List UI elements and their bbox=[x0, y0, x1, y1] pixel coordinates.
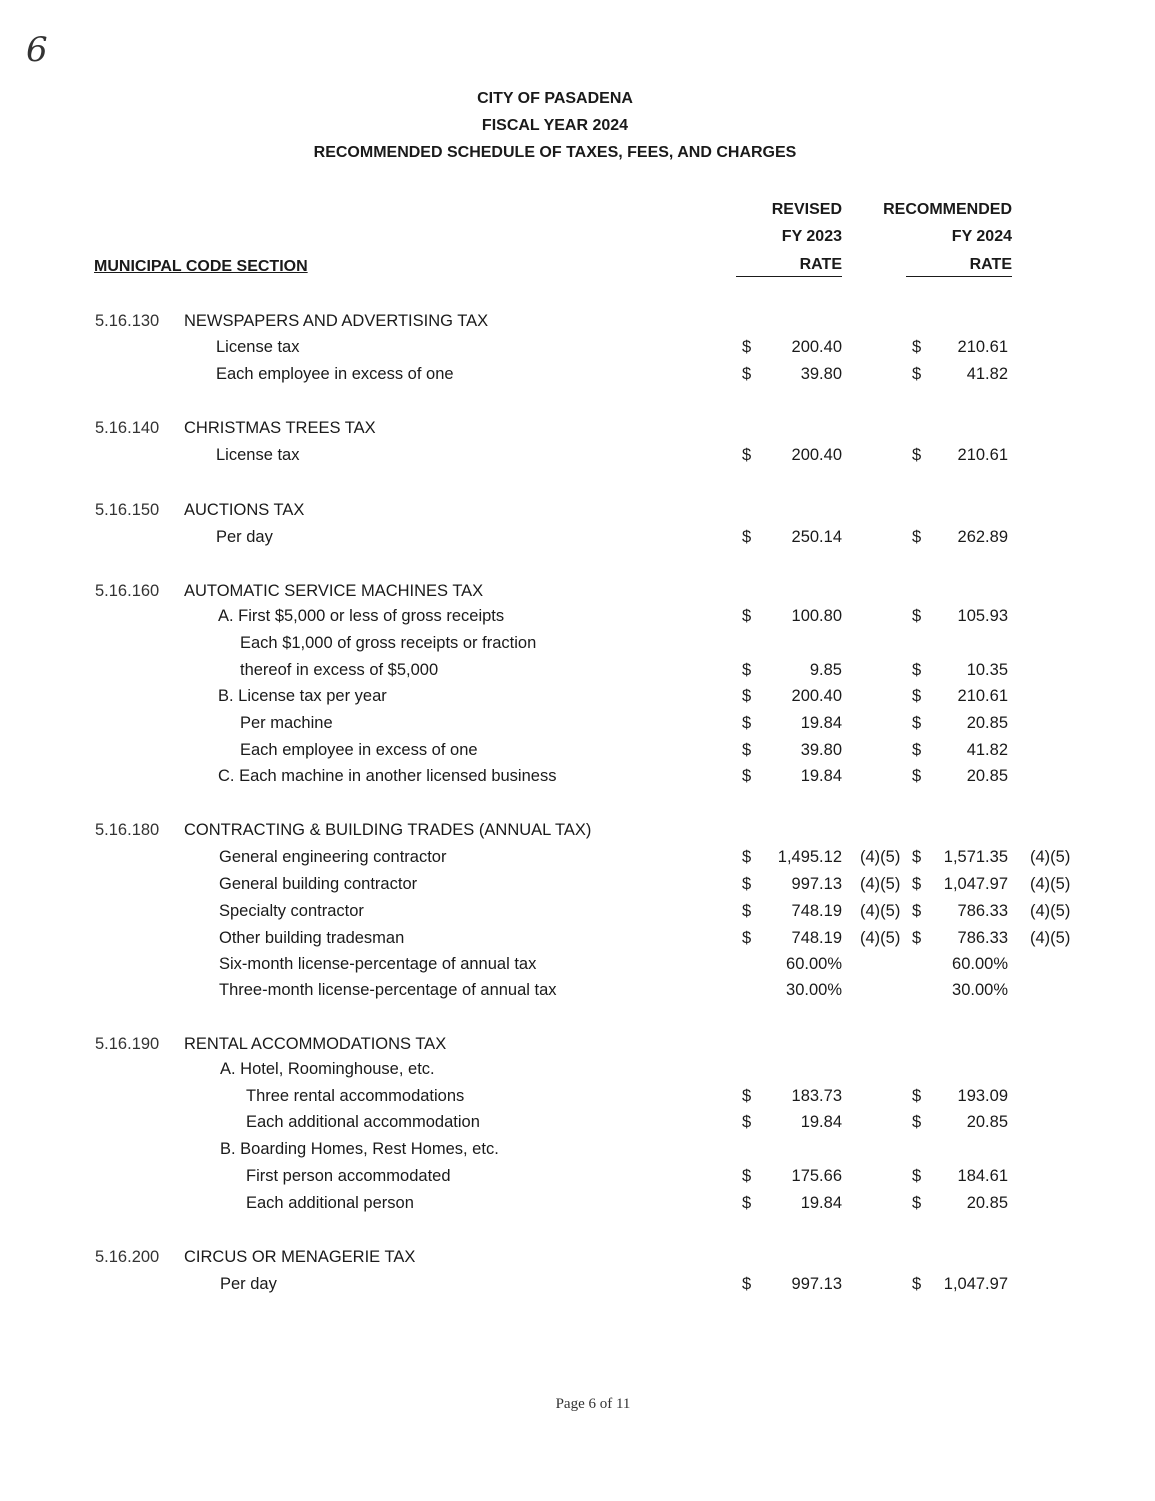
fy2024-dollar-sign: $ bbox=[912, 741, 922, 759]
fy2023-rate: 183.73 bbox=[791, 1087, 842, 1105]
fy2024-dollar-sign: $ bbox=[912, 1275, 922, 1293]
fy2023-dollar-sign: $ bbox=[742, 1087, 752, 1105]
rate-row bbox=[0, 902, 1155, 924]
section-title: NEWSPAPERS AND ADVERTISING TAX bbox=[184, 312, 489, 330]
fy2024-rate: 262.89 bbox=[957, 528, 1008, 546]
fy2023-dollar-sign: $ bbox=[742, 446, 752, 464]
handwritten-page-mark: 6 bbox=[26, 30, 48, 70]
item-label: First person accommodated bbox=[246, 1167, 451, 1185]
rate-row bbox=[0, 1060, 1155, 1082]
fy2024-dollar-sign: $ bbox=[912, 875, 922, 893]
rate-row bbox=[0, 607, 1155, 629]
item-label: Per day bbox=[220, 1275, 277, 1293]
fy2023-rate: 175.66 bbox=[791, 1167, 842, 1185]
fy2023-rate: 30.00% bbox=[786, 981, 842, 999]
rate-row bbox=[0, 981, 1155, 1003]
rate-row bbox=[0, 634, 1155, 656]
item-label: Three rental accommodations bbox=[246, 1087, 465, 1105]
fy2024-rate: 105.93 bbox=[957, 607, 1008, 625]
doc-title-schedule: RECOMMENDED SCHEDULE OF TAXES, FEES, AND CHARGES bbox=[313, 144, 797, 161]
fy2024-rate: 1,047.97 bbox=[943, 875, 1008, 893]
item-label: General engineering contractor bbox=[219, 848, 447, 866]
fy2024-rate: 60.00% bbox=[952, 955, 1008, 973]
fy2023-dollar-sign: $ bbox=[742, 929, 752, 947]
item-label: B. Boarding Homes, Rest Homes, etc. bbox=[220, 1140, 499, 1158]
section-title: CHRISTMAS TREES TAX bbox=[184, 419, 376, 437]
fy2024-rate: 20.85 bbox=[966, 1113, 1008, 1131]
item-label: B. License tax per year bbox=[218, 687, 387, 705]
fy2024-dollar-sign: $ bbox=[912, 687, 922, 705]
doc-title-city: CITY OF PASADENA bbox=[477, 90, 633, 107]
fy2023-note: (4)(5) bbox=[860, 875, 901, 893]
fy2023-rate: 200.40 bbox=[791, 446, 842, 464]
fy2023-note: (4)(5) bbox=[860, 902, 901, 920]
item-label: Per day bbox=[216, 528, 273, 546]
fy2024-rate: 210.61 bbox=[957, 446, 1008, 464]
fy2024-dollar-sign: $ bbox=[912, 929, 922, 947]
fy2023-rate: 19.84 bbox=[800, 767, 842, 785]
fy2024-rate: 20.85 bbox=[966, 1194, 1008, 1212]
item-label: thereof in excess of $5,000 bbox=[240, 661, 439, 679]
item-label: Each employee in excess of one bbox=[240, 741, 478, 759]
rate-row bbox=[0, 1140, 1155, 1162]
fy2024-rate: 184.61 bbox=[957, 1167, 1008, 1185]
fy2023-rate: 60.00% bbox=[786, 955, 842, 973]
rate-row bbox=[0, 767, 1155, 789]
fy2024-note: (4)(5) bbox=[1030, 848, 1071, 866]
section-row bbox=[0, 1035, 1155, 1057]
item-label: Other building tradesman bbox=[219, 929, 405, 947]
fy2024-dollar-sign: $ bbox=[912, 338, 922, 356]
item-label: A. Hotel, Roominghouse, etc. bbox=[220, 1060, 435, 1078]
fy2023-dollar-sign: $ bbox=[742, 875, 752, 893]
fy2024-dollar-sign: $ bbox=[912, 607, 922, 625]
fy2023-rate: 19.84 bbox=[800, 1113, 842, 1131]
fy2023-note: (4)(5) bbox=[860, 848, 901, 866]
rate-row bbox=[0, 929, 1155, 951]
fy2024-dollar-sign: $ bbox=[912, 1194, 922, 1212]
item-label: Per machine bbox=[240, 714, 333, 732]
col2-head-2: FY 2024 bbox=[951, 228, 1012, 245]
fy2024-dollar-sign: $ bbox=[912, 1167, 922, 1185]
fy2023-dollar-sign: $ bbox=[742, 1194, 752, 1212]
fy2023-rate: 1,495.12 bbox=[777, 848, 842, 866]
fy2024-dollar-sign: $ bbox=[912, 661, 922, 679]
fy2024-dollar-sign: $ bbox=[912, 1087, 922, 1105]
fy2024-rate: 786.33 bbox=[957, 929, 1008, 947]
item-label: Six-month license-percentage of annual tax bbox=[219, 955, 537, 973]
fy2023-dollar-sign: $ bbox=[742, 741, 752, 759]
item-label: License tax bbox=[216, 446, 300, 464]
item-label: Each additional accommodation bbox=[246, 1113, 480, 1131]
fy2023-rate: 250.14 bbox=[791, 528, 842, 546]
section-title: AUCTIONS TAX bbox=[184, 501, 305, 519]
fy2023-note: (4)(5) bbox=[860, 929, 901, 947]
fy2023-rate: 997.13 bbox=[791, 875, 842, 893]
fy2023-dollar-sign: $ bbox=[742, 767, 752, 785]
section-code: 5.16.140 bbox=[95, 419, 160, 437]
fy2023-rate: 19.84 bbox=[800, 1194, 842, 1212]
fy2024-rate: 786.33 bbox=[957, 902, 1008, 920]
fy2024-note: (4)(5) bbox=[1030, 875, 1071, 893]
fy2024-rate: 20.85 bbox=[966, 767, 1008, 785]
section-code: 5.16.160 bbox=[95, 582, 160, 600]
fy2023-dollar-sign: $ bbox=[742, 1275, 752, 1293]
section-row bbox=[0, 582, 1155, 604]
section-row bbox=[0, 501, 1155, 523]
section-code: 5.16.180 bbox=[95, 821, 160, 839]
fy2023-rate: 39.80 bbox=[800, 365, 842, 383]
fy2023-rate: 39.80 bbox=[800, 741, 842, 759]
fy2023-rate: 200.40 bbox=[791, 687, 842, 705]
fy2024-dollar-sign: $ bbox=[912, 528, 922, 546]
section-title: CIRCUS OR MENAGERIE TAX bbox=[184, 1248, 416, 1266]
page-number: Page 6 of 11 bbox=[555, 1396, 631, 1412]
fy2023-rate: 19.84 bbox=[800, 714, 842, 732]
rate-row bbox=[0, 1275, 1155, 1297]
section-title: RENTAL ACCOMMODATIONS TAX bbox=[184, 1035, 447, 1053]
col1-head-2: FY 2023 bbox=[781, 228, 842, 245]
section-row bbox=[0, 312, 1155, 334]
section-code: 5.16.150 bbox=[95, 501, 160, 519]
fy2024-dollar-sign: $ bbox=[912, 365, 922, 383]
fy2023-rate: 200.40 bbox=[791, 338, 842, 356]
rate-row bbox=[0, 875, 1155, 897]
fy2024-dollar-sign: $ bbox=[912, 848, 922, 866]
rate-row bbox=[0, 446, 1155, 468]
rate-row bbox=[0, 1167, 1155, 1189]
section-code: 5.16.190 bbox=[95, 1035, 160, 1053]
doc-title-fiscal-year: FISCAL YEAR 2024 bbox=[481, 117, 629, 134]
col2-head-3: RATE bbox=[906, 256, 1012, 277]
rate-row bbox=[0, 741, 1155, 763]
rate-row bbox=[0, 848, 1155, 870]
col2-head-1: RECOMMENDED bbox=[883, 201, 1012, 218]
fy2024-rate: 1,571.35 bbox=[943, 848, 1008, 866]
section-row bbox=[0, 821, 1155, 843]
item-label: Specialty contractor bbox=[219, 902, 364, 920]
item-label: Each employee in excess of one bbox=[216, 365, 454, 383]
fy2024-rate: 210.61 bbox=[957, 338, 1008, 356]
section-title: AUTOMATIC SERVICE MACHINES TAX bbox=[184, 582, 484, 600]
fy2024-note: (4)(5) bbox=[1030, 929, 1071, 947]
rate-row bbox=[0, 338, 1155, 360]
fy2024-rate: 20.85 bbox=[966, 714, 1008, 732]
fy2023-dollar-sign: $ bbox=[742, 607, 752, 625]
item-label: License tax bbox=[216, 338, 300, 356]
section-code: 5.16.130 bbox=[95, 312, 160, 330]
rate-row bbox=[0, 365, 1155, 387]
fy2023-dollar-sign: $ bbox=[742, 365, 752, 383]
municipal-code-section-header: MUNICIPAL CODE SECTION bbox=[94, 258, 308, 275]
fy2024-dollar-sign: $ bbox=[912, 1113, 922, 1131]
fy2024-dollar-sign: $ bbox=[912, 767, 922, 785]
rate-row bbox=[0, 528, 1155, 550]
fy2023-dollar-sign: $ bbox=[742, 714, 752, 732]
rate-row bbox=[0, 1194, 1155, 1216]
fy2024-rate: 30.00% bbox=[952, 981, 1008, 999]
fy2024-rate: 41.82 bbox=[966, 741, 1008, 759]
rate-row bbox=[0, 1113, 1155, 1135]
fy2023-rate: 748.19 bbox=[791, 902, 842, 920]
rate-row bbox=[0, 714, 1155, 736]
fy2023-dollar-sign: $ bbox=[742, 1113, 752, 1131]
section-title: CONTRACTING & BUILDING TRADES (ANNUAL TAX) bbox=[184, 821, 592, 839]
fy2024-rate: 1,047.97 bbox=[943, 1275, 1008, 1293]
section-row bbox=[0, 419, 1155, 441]
fy2024-rate: 193.09 bbox=[957, 1087, 1008, 1105]
section-row bbox=[0, 1248, 1155, 1270]
fy2023-dollar-sign: $ bbox=[742, 687, 752, 705]
fy2023-rate: 100.80 bbox=[791, 607, 842, 625]
fy2023-dollar-sign: $ bbox=[742, 848, 752, 866]
rate-row bbox=[0, 687, 1155, 709]
fy2023-dollar-sign: $ bbox=[742, 902, 752, 920]
fy2024-dollar-sign: $ bbox=[912, 902, 922, 920]
fy2023-rate: 748.19 bbox=[791, 929, 842, 947]
rate-row bbox=[0, 1087, 1155, 1109]
fy2023-rate: 997.13 bbox=[791, 1275, 842, 1293]
fy2023-dollar-sign: $ bbox=[742, 661, 752, 679]
fy2023-dollar-sign: $ bbox=[742, 1167, 752, 1185]
rate-row bbox=[0, 661, 1155, 683]
item-label: General building contractor bbox=[219, 875, 418, 893]
item-label: Each additional person bbox=[246, 1194, 414, 1212]
fy2023-dollar-sign: $ bbox=[742, 528, 752, 546]
col1-head-1: REVISED bbox=[771, 201, 842, 218]
col1-head-3: RATE bbox=[736, 256, 842, 277]
fy2024-dollar-sign: $ bbox=[912, 714, 922, 732]
item-label: Each $1,000 of gross receipts or fraction bbox=[240, 634, 537, 652]
item-label: Three-month license-percentage of annual tax bbox=[219, 981, 557, 999]
fy2024-rate: 41.82 bbox=[966, 365, 1008, 383]
fy2023-rate: 9.85 bbox=[809, 661, 842, 679]
fy2024-note: (4)(5) bbox=[1030, 902, 1071, 920]
rate-row bbox=[0, 955, 1155, 977]
fy2024-rate: 10.35 bbox=[966, 661, 1008, 679]
fy2023-dollar-sign: $ bbox=[742, 338, 752, 356]
section-code: 5.16.200 bbox=[95, 1248, 160, 1266]
item-label: A. First $5,000 or less of gross receipts bbox=[218, 607, 505, 625]
item-label: C. Each machine in another licensed business bbox=[218, 767, 557, 785]
fy2024-rate: 210.61 bbox=[957, 687, 1008, 705]
fy2024-dollar-sign: $ bbox=[912, 446, 922, 464]
